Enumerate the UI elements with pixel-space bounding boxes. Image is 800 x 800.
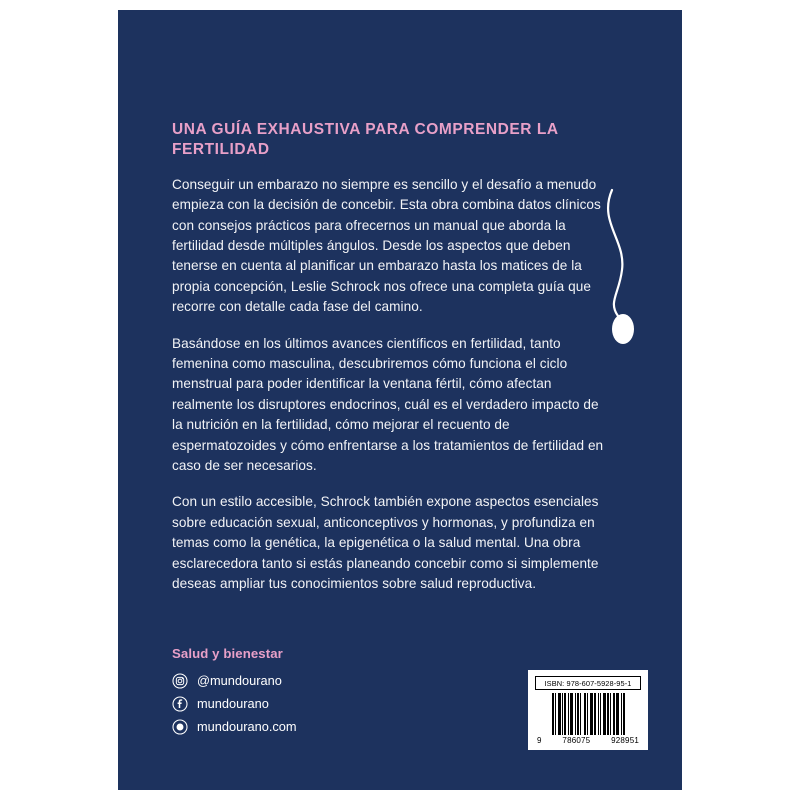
barcode-group-1: 786075 xyxy=(562,736,591,745)
footer-block xyxy=(172,646,472,742)
body-paragraph-3: Con un estilo accesible, Schrock también expone aspectos esenciales sobre educación sexual, anticonceptivos y hormonas, y profundiza en temas como la genética, la epigenética o la salud mental. Una obra esclarecedora tanto si estás planeando concebir como si simplemente deseas ampliar tus conocimientos sobre salud reproductiva. xyxy=(172,494,599,591)
imprint-label: Salud y bienestar xyxy=(172,646,283,661)
page-title: UNA GUÍA EXHAUSTIVA PARA COMPRENDER LA FERTILIDAD xyxy=(172,121,559,159)
barcode xyxy=(535,693,641,735)
social-item-facebook[interactable] xyxy=(172,696,472,712)
isbn-barcode-block xyxy=(528,670,648,750)
book-back-cover xyxy=(118,10,682,790)
body-paragraph-2: Basándose en los últimos avances científicos en fertilidad, tanto femenina como masculina, descubriremos cómo funciona el ciclo menstrual para poder identificar la ventana fértil, cómo afectan realmente los disruptores endocrinos, cuál es el verdadero impacto de la nutrición en la fertilidad, cómo mejorar el recuento de espermatozoides y cómo enfrentarse a los tratamientos de fertilidad en caso de ser necesarios. xyxy=(172,335,604,473)
back-cover-text-block xyxy=(172,120,612,594)
barcode-digits xyxy=(535,735,641,745)
instagram-icon xyxy=(172,673,188,689)
social-label-website: mundourano.com xyxy=(197,718,297,734)
isbn-label: ISBN: 978-607-5928-95-1 xyxy=(535,676,641,690)
barcode-left-digit: 9 xyxy=(537,736,542,745)
social-label-instagram: @mundourano xyxy=(197,672,282,688)
social-label-facebook: mundourano xyxy=(197,695,269,711)
facebook-icon xyxy=(172,696,188,712)
barcode-group-2: 928951 xyxy=(611,736,639,745)
social-item-website[interactable] xyxy=(172,719,472,735)
web-icon xyxy=(172,719,188,735)
body-paragraph-1: Conseguir un embarazo no siempre es sencillo y el desafío a menudo empieza con la decisión de concebir. Esta obra combina datos clínicos con consejos prácticos para ofrecernos un manual que aborda la fertilidad desde múltiples ángulos. Desde los aspectos que deben tenerse en cuenta al planificar un embarazo hasta los matices de la propia concepción, Leslie Schrock nos ofrece una completa guía que recorre con detalle cada fase del camino. xyxy=(172,176,601,315)
social-item-instagram[interactable] xyxy=(172,673,472,689)
